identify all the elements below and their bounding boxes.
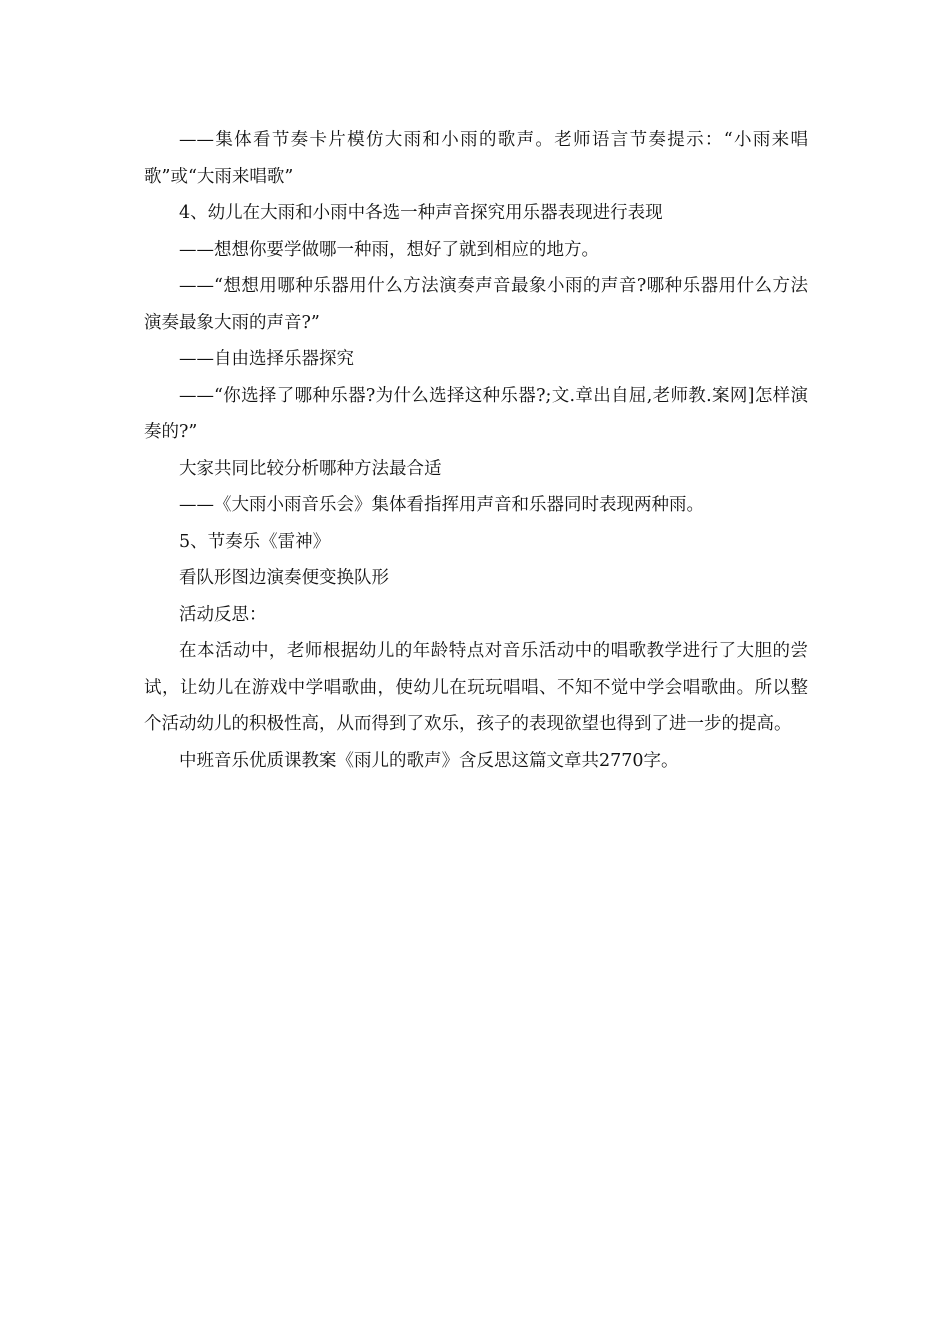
paragraph-rhythm-cards: ——集体看节奏卡片模仿大雨和小雨的歌声。老师语言节奏提示：“小雨来唱歌”或“大雨来唱歌” xyxy=(144,130,808,187)
paragraph-reflection-heading: 活动反思： xyxy=(179,604,267,625)
paragraph-instrument-question: ——“想想用哪种乐器用什么方法演奏声音最象小雨的声音?哪种乐器用什么方法演奏最象大雨的声音?” xyxy=(144,276,808,333)
paragraph-step-4: 4、幼儿在大雨和小雨中各选一种声音探究用乐器表现进行表现 xyxy=(179,203,663,223)
paragraph-rain-concert: ——《大雨小雨音乐会》集体看指挥用声音和乐器同时表现两种雨。 xyxy=(179,495,704,515)
paragraph-which-instrument: ——“你选择了哪种乐器?为什么选择这种乐器?;文.章出自屈,老师教.案网]怎样演奏的?” xyxy=(144,385,808,442)
document-body xyxy=(144,122,808,779)
paragraph-word-count: 中班音乐优质课教案《雨儿的歌声》含反思这篇文章共2770字。 xyxy=(179,750,679,771)
paragraph-reflection-body: 在本活动中，老师根据幼儿的年龄特点对音乐活动中的唱歌教学进行了大胆的尝试，让幼儿在游戏中学唱歌曲，使幼儿在玩玩唱唱、不知不觉中学会唱歌曲。所以整个活动幼儿的积极性高，从而得到了欢乐，孩子的表现欲望也得到了进一步的提高。 xyxy=(144,641,808,734)
paragraph-compare-methods: 大家共同比较分析哪种方法最合适 xyxy=(179,458,442,479)
paragraph-formation: 看队形图边演奏便变换队形 xyxy=(179,568,389,588)
paragraph-step-5: 5、节奏乐《雷神》 xyxy=(179,531,331,552)
paragraph-free-explore: ——自由选择乐器探究 xyxy=(179,349,354,369)
paragraph-choose-rain: ——想想你要学做哪一种雨，想好了就到相应的地方。 xyxy=(179,239,599,260)
